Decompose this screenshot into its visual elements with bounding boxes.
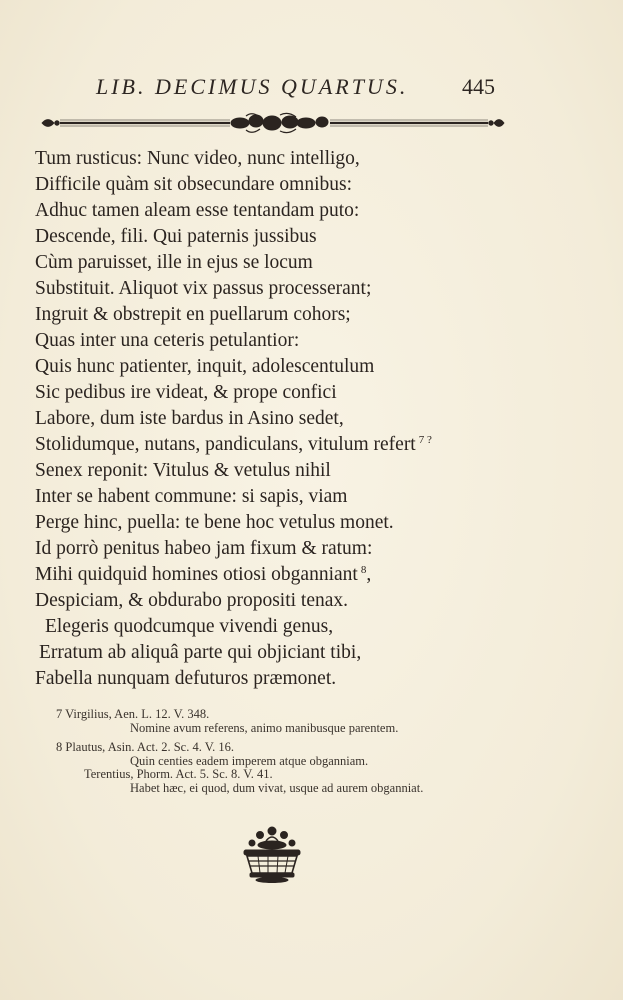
footnote-8-second-reference: Terentius, Phorm. Act. 5. Sc. 8. V. 41. [84,767,273,781]
footnotes [56,708,506,795]
verse-line: Elegeris quodcumque vivendi genus, [45,616,334,637]
verse-line: Perge hinc, puella: te bene hoc vetulus monet. [35,512,394,533]
verse-line: Despiciam, & obdurabo propositi tenax. [35,590,349,611]
verse-line: Erratum ab aliquâ parte qui objiciant tibi, [39,642,362,663]
footnote-ref-7: 7 ? [418,433,432,446]
footnote-8-second-quote: Habet hæc, ei quod, dum vivat, usque ad aurem obganniat. [130,780,424,795]
running-head [0,72,623,106]
verse-line: Adhuc tamen aleam esse tentandam puto: [35,200,360,221]
footnote-8-quote: Quin centies eadem imperem atque obganniam. [130,753,369,768]
verse-block [35,146,515,692]
footnote-7-reference: 7 Virgilius, Aen. L. 12. V. 348. [56,707,210,721]
verse-line: Quis hunc patienter, inquit, adolescentulum [35,356,375,377]
verse-line: Descende, fili. Qui paternis jussibus [35,226,317,247]
footnote-ref-8: 8 [360,563,367,576]
running-title: LIB. DECIMUS QUARTUS. [96,74,409,99]
verse-line: Inter se habent commune: si sapis, viam [35,486,348,507]
verse-line-with-note [35,432,515,458]
page-number: 445 [462,74,495,99]
verse-line-punct: , [366,564,372,585]
verse-line: Difficile quàm sit obsecundare omnibus: [35,174,352,195]
verse-line: Sic pedibus ire videat, & prope confici [35,382,337,403]
ornamental-rule [40,111,505,135]
footnote-8-reference: 8 Plautus, Asin. Act. 2. Sc. 4. V. 16. [56,740,235,754]
verse-line: Tum rusticus: Nunc video, nunc intelligo, [35,148,360,169]
verse-line: Cùm paruisset, ille in ejus se locum [35,252,313,273]
verse-line: Id porrò penitus habeo jam fixum & ratum: [35,538,373,559]
verse-line: Quas inter una ceteris petulantior: [35,330,300,351]
basket-tailpiece-ornament [238,823,306,883]
verse-line: Ingruit & obstrepit en puellarum cohors; [35,304,351,325]
footnote-7-quote: Nomine avum referens, animo manibusque parentem. [130,720,399,735]
verse-line: Senex reponit: Vitulus & vetulus nihil [35,460,331,481]
verse-line-text: Mihi quidquid homines otiosi obganniant [35,564,358,585]
verse-line-with-note [35,562,515,588]
verse-line: Fabella nunquam defuturos præmonet. [35,668,337,689]
verse-line: Substituit. Aliquot vix passus processerant; [35,278,372,299]
verse-line-text: Stolidumque, nutans, pandiculans, vitulum refert [35,434,416,455]
verse-line: Labore, dum iste bardus in Asino sedet, [35,408,344,429]
